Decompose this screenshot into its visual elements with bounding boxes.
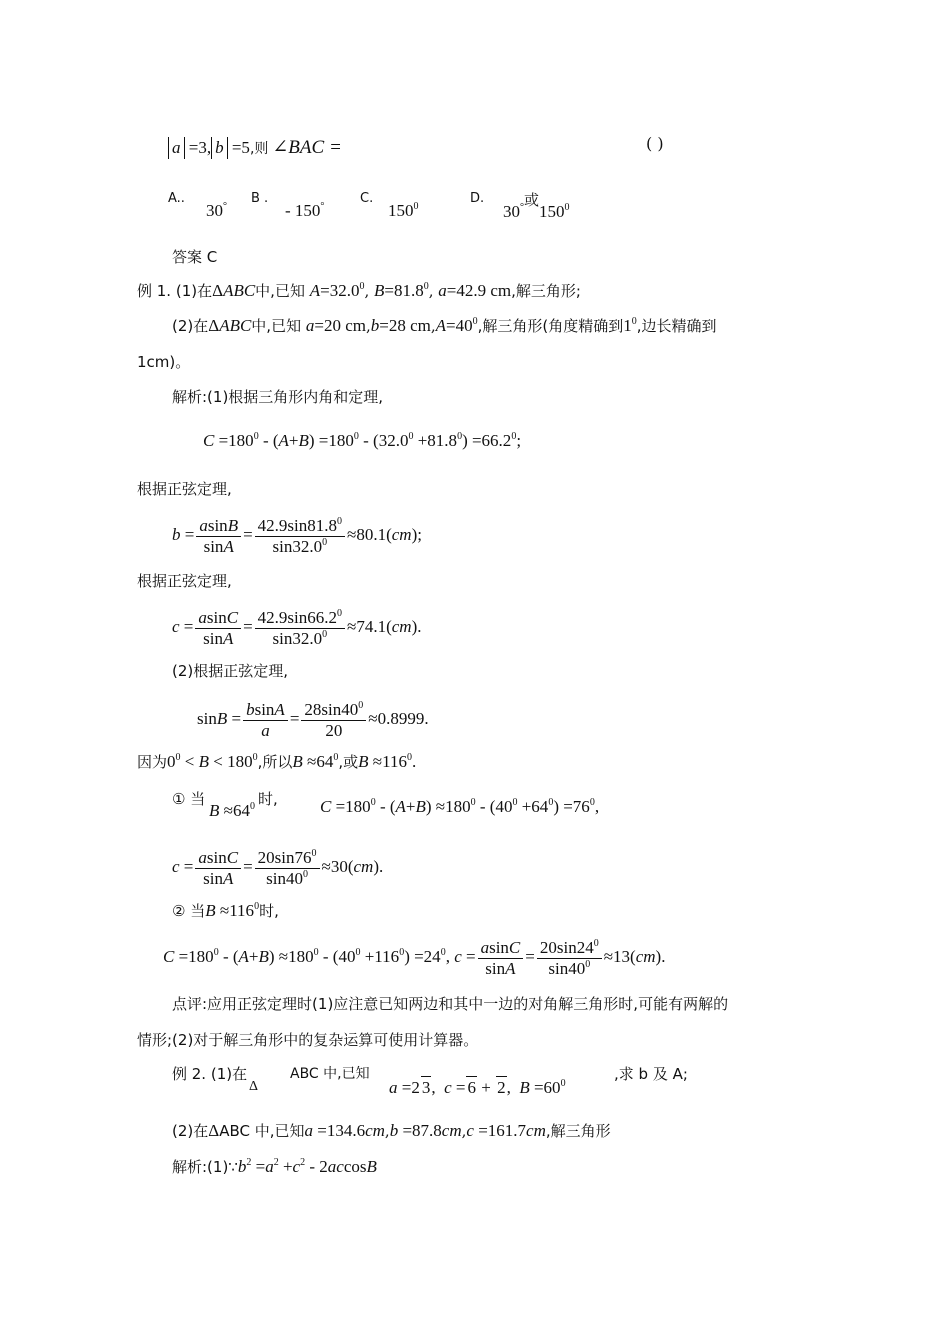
- law-of-sines-2: 根据正弦定理,: [137, 572, 232, 590]
- case2-line: ② 当$B \approx 116^0$时,: [172, 901, 279, 920]
- law-of-sines-1: 根据正弦定理,: [137, 480, 232, 498]
- answer-paren: ( ): [646, 134, 664, 153]
- example1-part2-cont: 1cm)。: [137, 353, 191, 371]
- example2-ask: ,求 b 及 A;: [614, 1065, 688, 1083]
- case1-angle-C: $C =180^0 - (A+B) \approx 180^0 - (40^0 +64^0) =76^0$,: [320, 797, 600, 816]
- equation-c2: c = $\frac{asinC}{\sin A}$ = $\frac{20\sin 76^0}{\sin 40^0}$ ≈30(cm).: [172, 847, 384, 888]
- equation-b: b = $\frac{asinB}{\sin A}$ = $\frac{42.9\sin 81.8^0}{\sin 32.0^0}$ ≈80.1(cm);: [172, 515, 422, 556]
- case2-equations: $C =180^0 - (A+B) \approx 180^0 - (40^0 +116^0) =24^0$, c = $\frac{asinC}{\sin A}$ = $\frac{20\sin 24^0}{\sin 40^0}$ ≈13(cm).: [163, 937, 666, 978]
- example2-part1: 例 2. (1)在: [172, 1065, 248, 1083]
- angle-sum-equation: $C =180^0 - (A+B) =180^0 - (32.0^0 +81.8^0) =66.2^0$;: [203, 431, 522, 450]
- example1-part1: 例 1. (1)在ΔABC中,已知 $A=32.0^0$, $B=81.8^0$, a=42.9 cm,解三角形;: [137, 281, 581, 300]
- example2-part2: (2)在ΔABC 中,已知a =134.6cm,b =87.8cm,c =161.7cm,解三角形: [172, 1121, 611, 1140]
- note-line-2: 情形;(2)对于解三角形中的复杂运算可使用计算器。: [137, 1031, 479, 1049]
- part2-heading: (2)根据正弦定理,: [172, 662, 289, 680]
- option-b-label: B .: [251, 191, 269, 206]
- case1-line: ① 当: [172, 790, 206, 808]
- example1-part2: (2)在ΔABC中,已知 a=20 cm,b=28 $cm,A=40^0$,解三角形(角度精确到$1^0$,边长精确到: [172, 316, 717, 335]
- option-a-value: 30°: [206, 201, 227, 220]
- example2-analysis: 解析$:(1)\because b^2 =a^2 +c^2 - 2accosB$: [172, 1157, 377, 1176]
- example2-triangle-symbol: Δ: [249, 1079, 259, 1094]
- example2-abc: ABC 中,已知: [290, 1066, 370, 1082]
- option-c-value: $150^0$: [388, 201, 419, 220]
- analysis-heading: 解析:(1)根据三角形内角和定理,: [172, 388, 384, 406]
- equation-c1: c = $\frac{asinC}{\sin A}$ = $\frac{42.9\sin 66.2^0}{\sin 32.0^0}$ ≈74.1(cm).: [172, 607, 422, 648]
- example2-given-values: a =2 3, c = 6 + 2, $B =60^0$: [389, 1078, 566, 1097]
- option-c-label: C.: [360, 191, 374, 206]
- option-d-value: 30°或$150^0$: [503, 191, 570, 221]
- answer-text: 答案 C: [172, 248, 218, 266]
- option-d-label: D.: [470, 191, 485, 206]
- case1-when: 时,: [258, 790, 278, 808]
- option-a-label: A..: [168, 191, 185, 206]
- equation-sinB: sinB = $\frac{bsinA}{a}$ = $\frac{28\sin 40^0}{20}$ ≈0.8999.: [197, 699, 429, 740]
- question-condition: a =3, b =5,则 ∠BAC =: [168, 137, 342, 160]
- note-line-1: 点评:应用正弦定理时(1)应注意已知两边和其中一边的对角解三角形时,可能有两解的: [172, 995, 729, 1013]
- case1-condition: $B \approx 64^0$: [209, 801, 255, 820]
- range-statement: 因为$0^0 < B < 180^0$,所以$B \approx 64^0$,或$B \approx 116^0$.: [137, 752, 417, 771]
- option-b-value: - 150°: [285, 201, 325, 220]
